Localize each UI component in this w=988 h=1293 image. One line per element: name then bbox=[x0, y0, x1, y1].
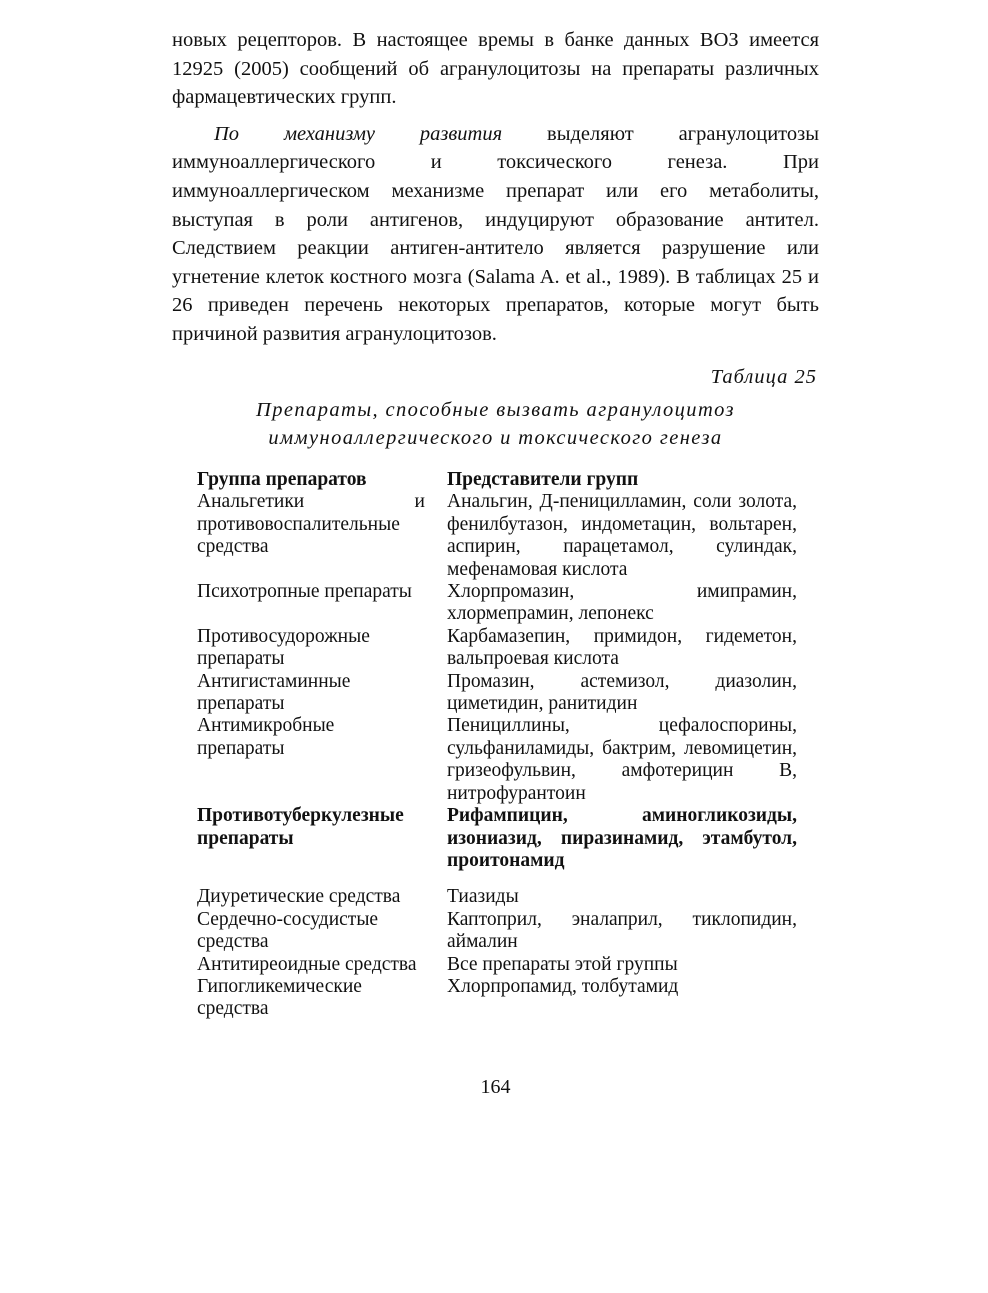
table-title-line-2: иммуноаллергического и токсического генеза bbox=[268, 427, 723, 449]
row-group: Психотропные препараты bbox=[197, 581, 412, 603]
row-members: Карбамазепин, примидон, гидеметон, вальпроевая кислота bbox=[447, 625, 797, 670]
table-row bbox=[197, 715, 797, 805]
table-label: Таблица 25 bbox=[710, 366, 817, 388]
row-members: Анальгин, Д-пеницилламин, соли золота, фенилбутазон, индометацин, вольтарен, аспирин, парацетамол, сулиндак, мефенамовая кислота bbox=[447, 491, 797, 580]
row-group: Противосудорожные препараты bbox=[197, 625, 370, 670]
row-group: Антимикробные препараты bbox=[197, 715, 335, 759]
table-row bbox=[197, 671, 797, 716]
row-group: Противотуберкулезные препараты bbox=[197, 805, 404, 849]
row-group: Анальгетики и противовоспалительные средства bbox=[197, 491, 425, 558]
paragraph-1: новых рецепторов. В настоящее времы в банке данных ВОЗ имеется 12925 (2005) сообщений об агранулоцитозы на препараты различных фармацевтических групп. bbox=[172, 29, 819, 109]
header-group: Группа препаратов bbox=[197, 469, 367, 490]
table-row bbox=[197, 954, 797, 976]
table-title bbox=[172, 396, 819, 452]
table-row bbox=[197, 909, 797, 954]
table-row bbox=[197, 491, 797, 581]
page-number: 164 bbox=[480, 1076, 511, 1098]
row-group: Диуретические средства bbox=[197, 886, 401, 908]
row-group: Антигистаминные препараты bbox=[197, 670, 351, 715]
row-members: Пенициллины, цефалоспорины, сульфаниламиды, бактрим, левомицетин, гризеофульвин, амфотерицин В, нитрофурантоин bbox=[447, 715, 797, 804]
table-title-line-1: Препараты, способные вызвать агранулоцитоз bbox=[256, 399, 735, 421]
row-group: Гипогликемические средства bbox=[197, 975, 362, 1020]
body-text bbox=[172, 26, 819, 349]
drug-table bbox=[197, 469, 797, 1021]
row-members: Хлорпромазин, имипрамин, хлормепрамин, лепонекс bbox=[447, 581, 797, 625]
row-members: Рифампицин, аминогликозиды, изониазид, пиразинамид, этамбутол, проитонамид bbox=[447, 805, 797, 871]
paragraph-2-text: выделяют агранулоцитозы иммуноаллергического и токсического генеза. При иммуноаллергическом механизме препарат или его метаболиты, выступая в роли антигенов, индуцируют образование антител. Следствием реакции антиген-антитело является разрушение или угнетение клеток костного мозга (Salama A. et al., 1989). В таблицах 25 и 26 приведен перечень некоторых препаратов, которые могут быть причиной развития агранулоцитозов. bbox=[172, 122, 819, 345]
row-group: Сердечно-сосудистые средства bbox=[197, 908, 379, 953]
table-row bbox=[197, 626, 797, 671]
row-members: Промазин, астемизол, диазолин, циметидин, ранитидин bbox=[447, 670, 797, 715]
paragraph-2 bbox=[172, 120, 819, 349]
row-members: Каптоприл, эналаприл, тиклопидин, аймалин bbox=[447, 908, 797, 953]
paragraph-2-italic-lead: По механизму развития bbox=[214, 122, 503, 145]
table-row bbox=[197, 976, 797, 1021]
table-row bbox=[197, 872, 797, 908]
row-members: Тиазиды bbox=[447, 886, 519, 908]
row-group: Антитиреоидные средства bbox=[197, 953, 417, 975]
table-header-row bbox=[197, 469, 797, 491]
table-row bbox=[197, 805, 797, 872]
table-row bbox=[197, 581, 797, 626]
row-members: Хлорпропамид, толбутамид bbox=[447, 975, 679, 997]
row-members: Все препараты этой группы bbox=[447, 953, 678, 975]
header-members: Представители групп bbox=[447, 469, 639, 490]
